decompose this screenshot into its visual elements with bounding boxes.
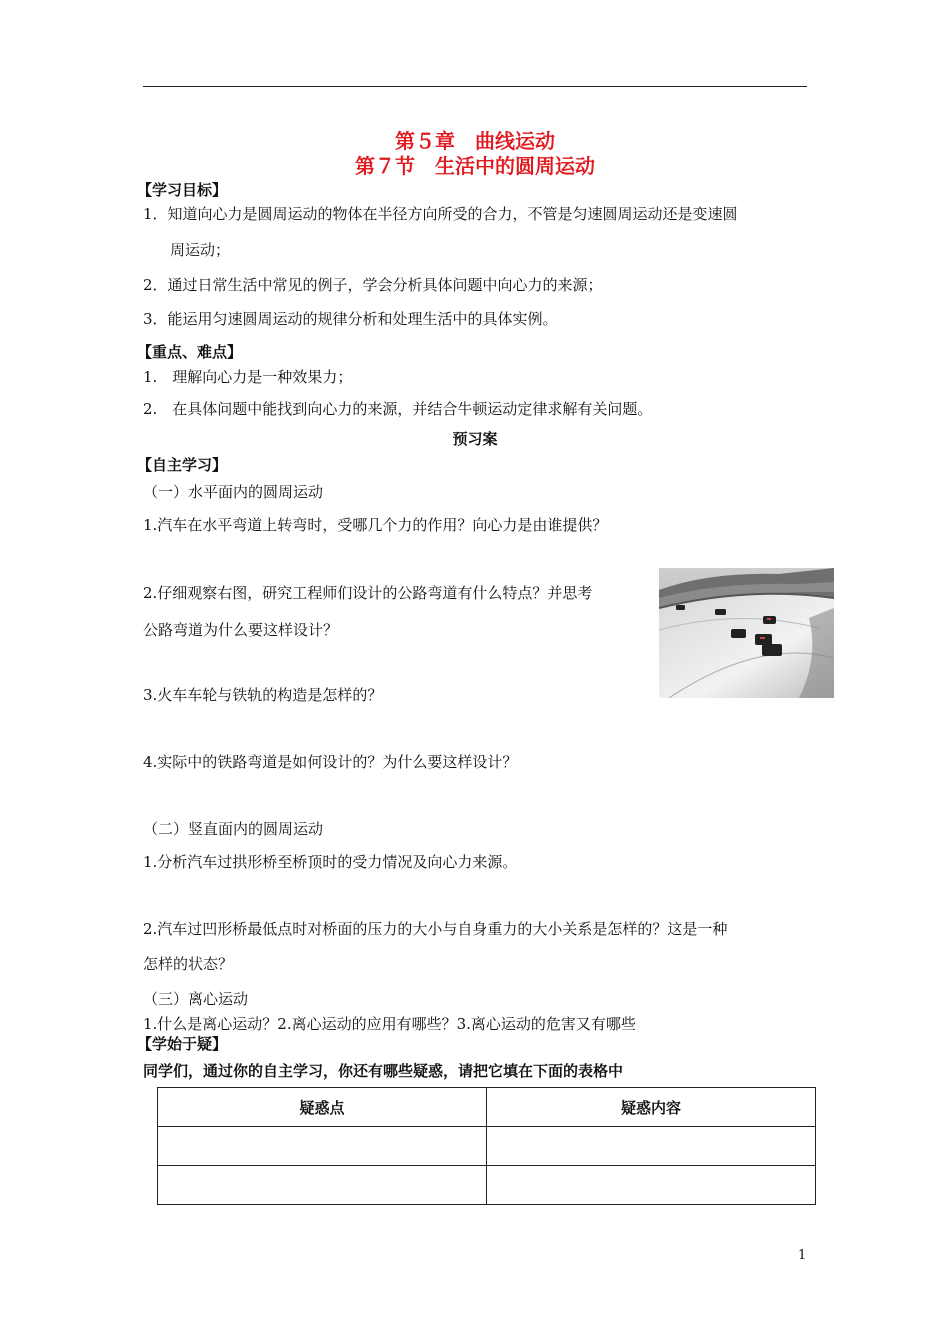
section-title: 第７节 生活中的圆周运动 (355, 154, 595, 178)
table-row (158, 1127, 816, 1166)
preview-title: 预习案 (452, 430, 498, 448)
doubt-content-cell[interactable] (487, 1166, 816, 1205)
doubts-instruction: 同学们，通过你的自主学习，你还有哪些疑惑，请把它填在下面的表格中 (143, 1062, 624, 1080)
doubt-point-cell[interactable] (158, 1127, 487, 1166)
part2-question-2b: 怎样的状态？ (143, 955, 234, 973)
objective-2: 2．通过日常生活中常见的例子，学会分析具体问题中向心力的来源； (143, 276, 603, 294)
key-point-1: 1. 理解向心力是一种效果力； (143, 368, 353, 386)
racetrack-photo (659, 568, 834, 698)
part1-question-2b: 公路弯道为什么要这样设计？ (143, 621, 339, 639)
doubts-table (157, 1087, 816, 1205)
part1-question-2a: 2.仔细观察右图，研究工程师们设计的公路弯道有什么特点？并思考 (143, 584, 593, 602)
doubt-content-cell[interactable] (487, 1127, 816, 1166)
doubt-content-header: 疑惑内容 (487, 1088, 816, 1127)
chapter-title: 第５章 曲线运动 (395, 129, 555, 153)
part1-heading: （一）水平面内的圆周运动 (143, 483, 324, 501)
doubt-point-header: 疑惑点 (158, 1088, 487, 1127)
table-row (158, 1166, 816, 1205)
doubts-heading: 【学始于疑】 (137, 1035, 228, 1053)
part2-question-2a: 2.汽车过凹形桥最低点时对桥面的压力的大小与自身重力的大小关系是怎样的？这是一种 (143, 920, 728, 938)
objective-1: 1．知道向心力是圆周运动的物体在半径方向所受的合力，不管是匀速圆周运动还是变速圆 (143, 205, 738, 223)
part1-question-3: 3.火车车轮与铁轨的构造是怎样的？ (143, 686, 383, 704)
objective-3: 3．能运用匀速圆周运动的规律分析和处理生活中的具体实例。 (143, 310, 558, 328)
part2-heading: （二）竖直面内的圆周运动 (143, 820, 324, 838)
part2-question-1: 1.分析汽车过拱形桥至桥顶时的受力情况及向心力来源。 (143, 853, 518, 871)
part1-question-1: 1.汽车在水平弯道上转弯时，受哪几个力的作用？向心力是由谁提供？ (143, 516, 608, 534)
key-point-2: 2. 在具体问题中能找到向心力的来源，并结合牛顿运动定律求解有关问题。 (143, 400, 653, 418)
part1-question-4: 4.实际中的铁路弯道是如何设计的？为什么要这样设计？ (143, 753, 518, 771)
objective-1-cont: 周运动； (170, 241, 231, 259)
part3-heading: （三）离心运动 (143, 990, 249, 1008)
table-header-row (158, 1088, 816, 1127)
self-study-heading: 【自主学习】 (137, 456, 228, 474)
doubt-point-cell[interactable] (158, 1166, 487, 1205)
page-number: 1 (798, 1248, 807, 1263)
header-rule (143, 86, 807, 87)
part3-question-1: 1.什么是离心运动？2.离心运动的应用有哪些？3.离心运动的危害又有哪些 (143, 1015, 636, 1033)
key-points-heading: 【重点、难点】 (137, 343, 243, 361)
objectives-heading: 【学习目标】 (137, 181, 228, 199)
